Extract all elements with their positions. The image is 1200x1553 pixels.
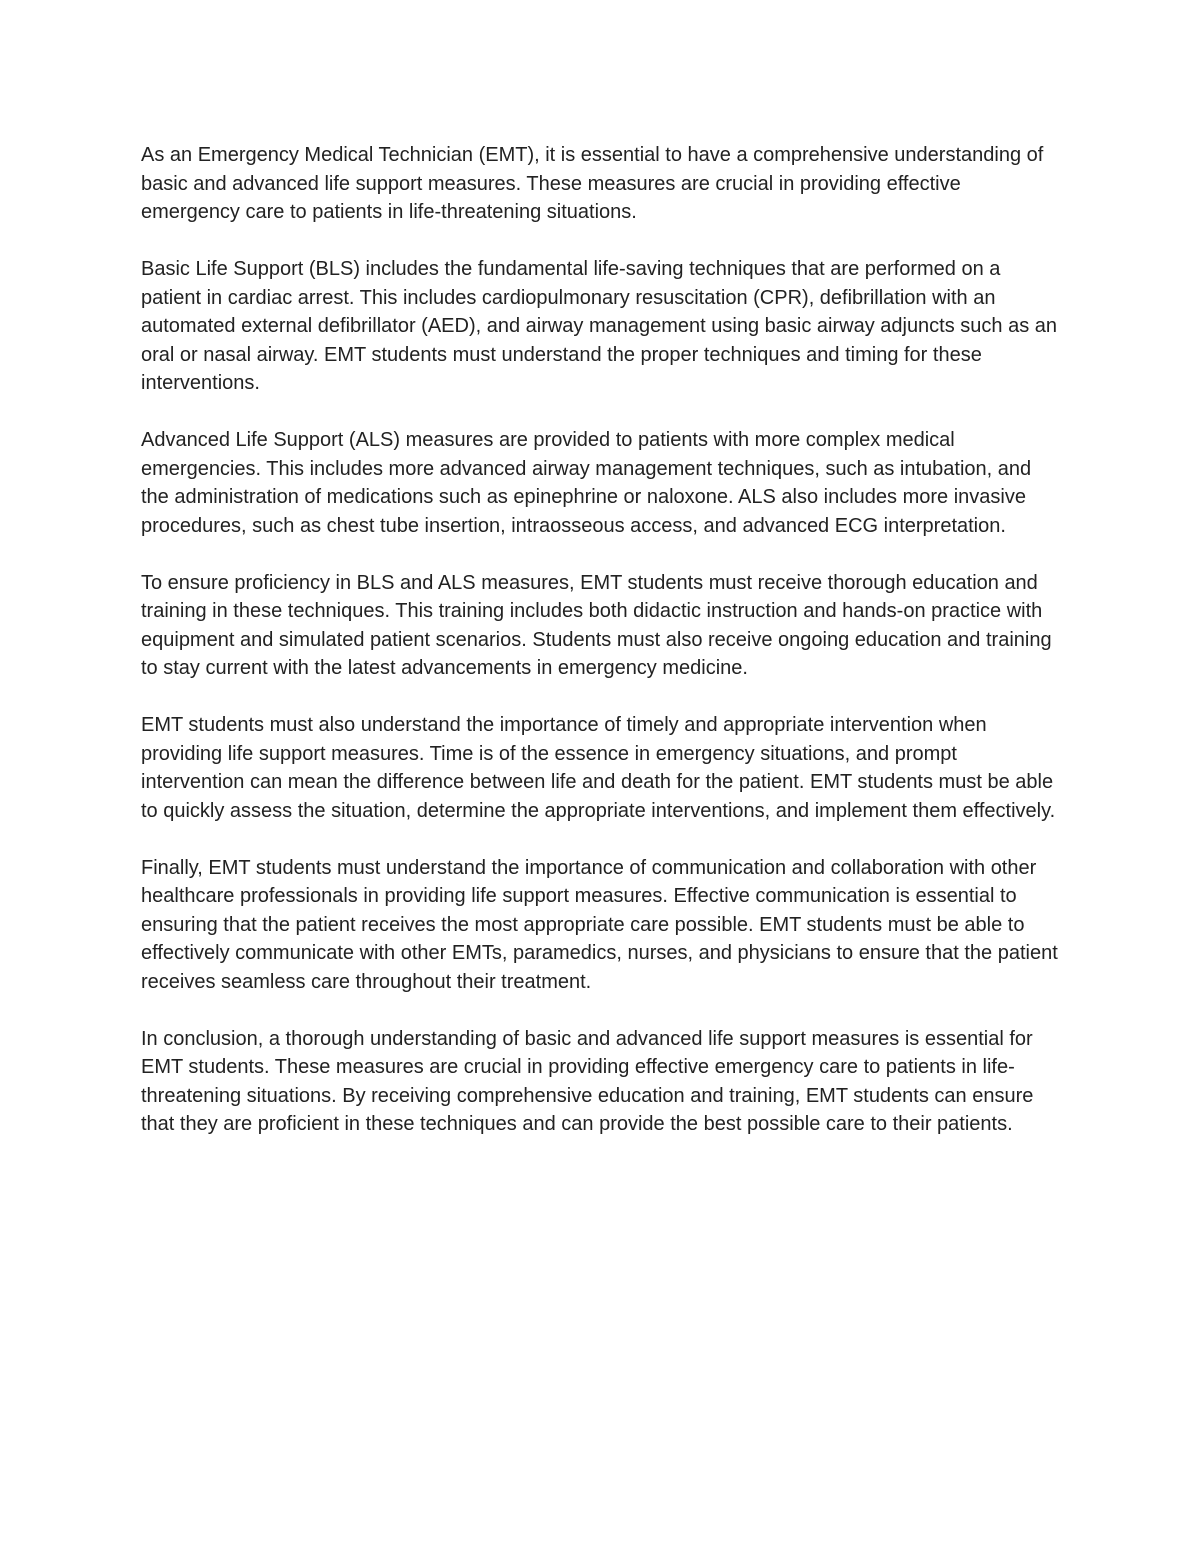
- paragraph-timely-intervention: EMT students must also understand the importance of timely and appropriate intervention when providing life support measures. Time is of the essence in emergency situations, and prompt intervention can mean the difference between life and death for the patient. EMT students must be able to quickly assess the situation, determine the appropriate interventions, and implement them effectively.: [141, 714, 1056, 822]
- paragraph-bls: Basic Life Support (BLS) includes the fundamental life-saving techniques that are performed on a patient in cardiac arrest. This includes cardiopulmonary resuscitation (CPR), defibrillation with an automated external defibrillator (AED), and airway management using basic airway adjuncts such as an oral or nasal airway. EMT students must understand the proper techniques and timing for these interventions.: [141, 258, 1058, 394]
- paragraph-conclusion: In conclusion, a thorough understanding of basic and advanced life support measures is essential for EMT students. These measures are crucial in providing effective emergency care to patients in life-threatening situations. By receiving comprehensive education and training, EMT students can ensure that they are proficient in these techniques and can provide the best possible care to their patients.: [141, 1027, 1034, 1135]
- paragraph-als: Advanced Life Support (ALS) measures are provided to patients with more complex medical emergencies. This includes more advanced airway management techniques, such as intubation, and the administration of medications such as epinephrine or naloxone. ALS also includes more invasive procedures, such as chest tube insertion, intraosseous access, and advanced ECG interpretation.: [141, 429, 1032, 537]
- paragraph-communication: Finally, EMT students must understand the importance of communication and collaboration with other healthcare professionals in providing life support measures. Effective communication is essential to ensuring that the patient receives the most appropriate care possible. EMT students must be able to effectively communicate with other EMTs, paramedics, nurses, and physicians to ensure that the patient receives seamless care throughout their treatment.: [141, 856, 1058, 993]
- paragraph-training: To ensure proficiency in BLS and ALS measures, EMT students must receive thorough education and training in these techniques. This training includes both didactic instruction and hands-on practice with equipment and simulated patient scenarios. Students must also receive ongoing education and training to stay current with the latest advancements in emergency medicine.: [141, 571, 1052, 679]
- document-body: [141, 141, 1063, 1139]
- paragraph-intro: As an Emergency Medical Technician (EMT), it is essential to have a comprehensive understanding of basic and advanced life support measures. These measures are crucial in providing effective emergency care to patients in life-threatening situations.: [141, 144, 1044, 223]
